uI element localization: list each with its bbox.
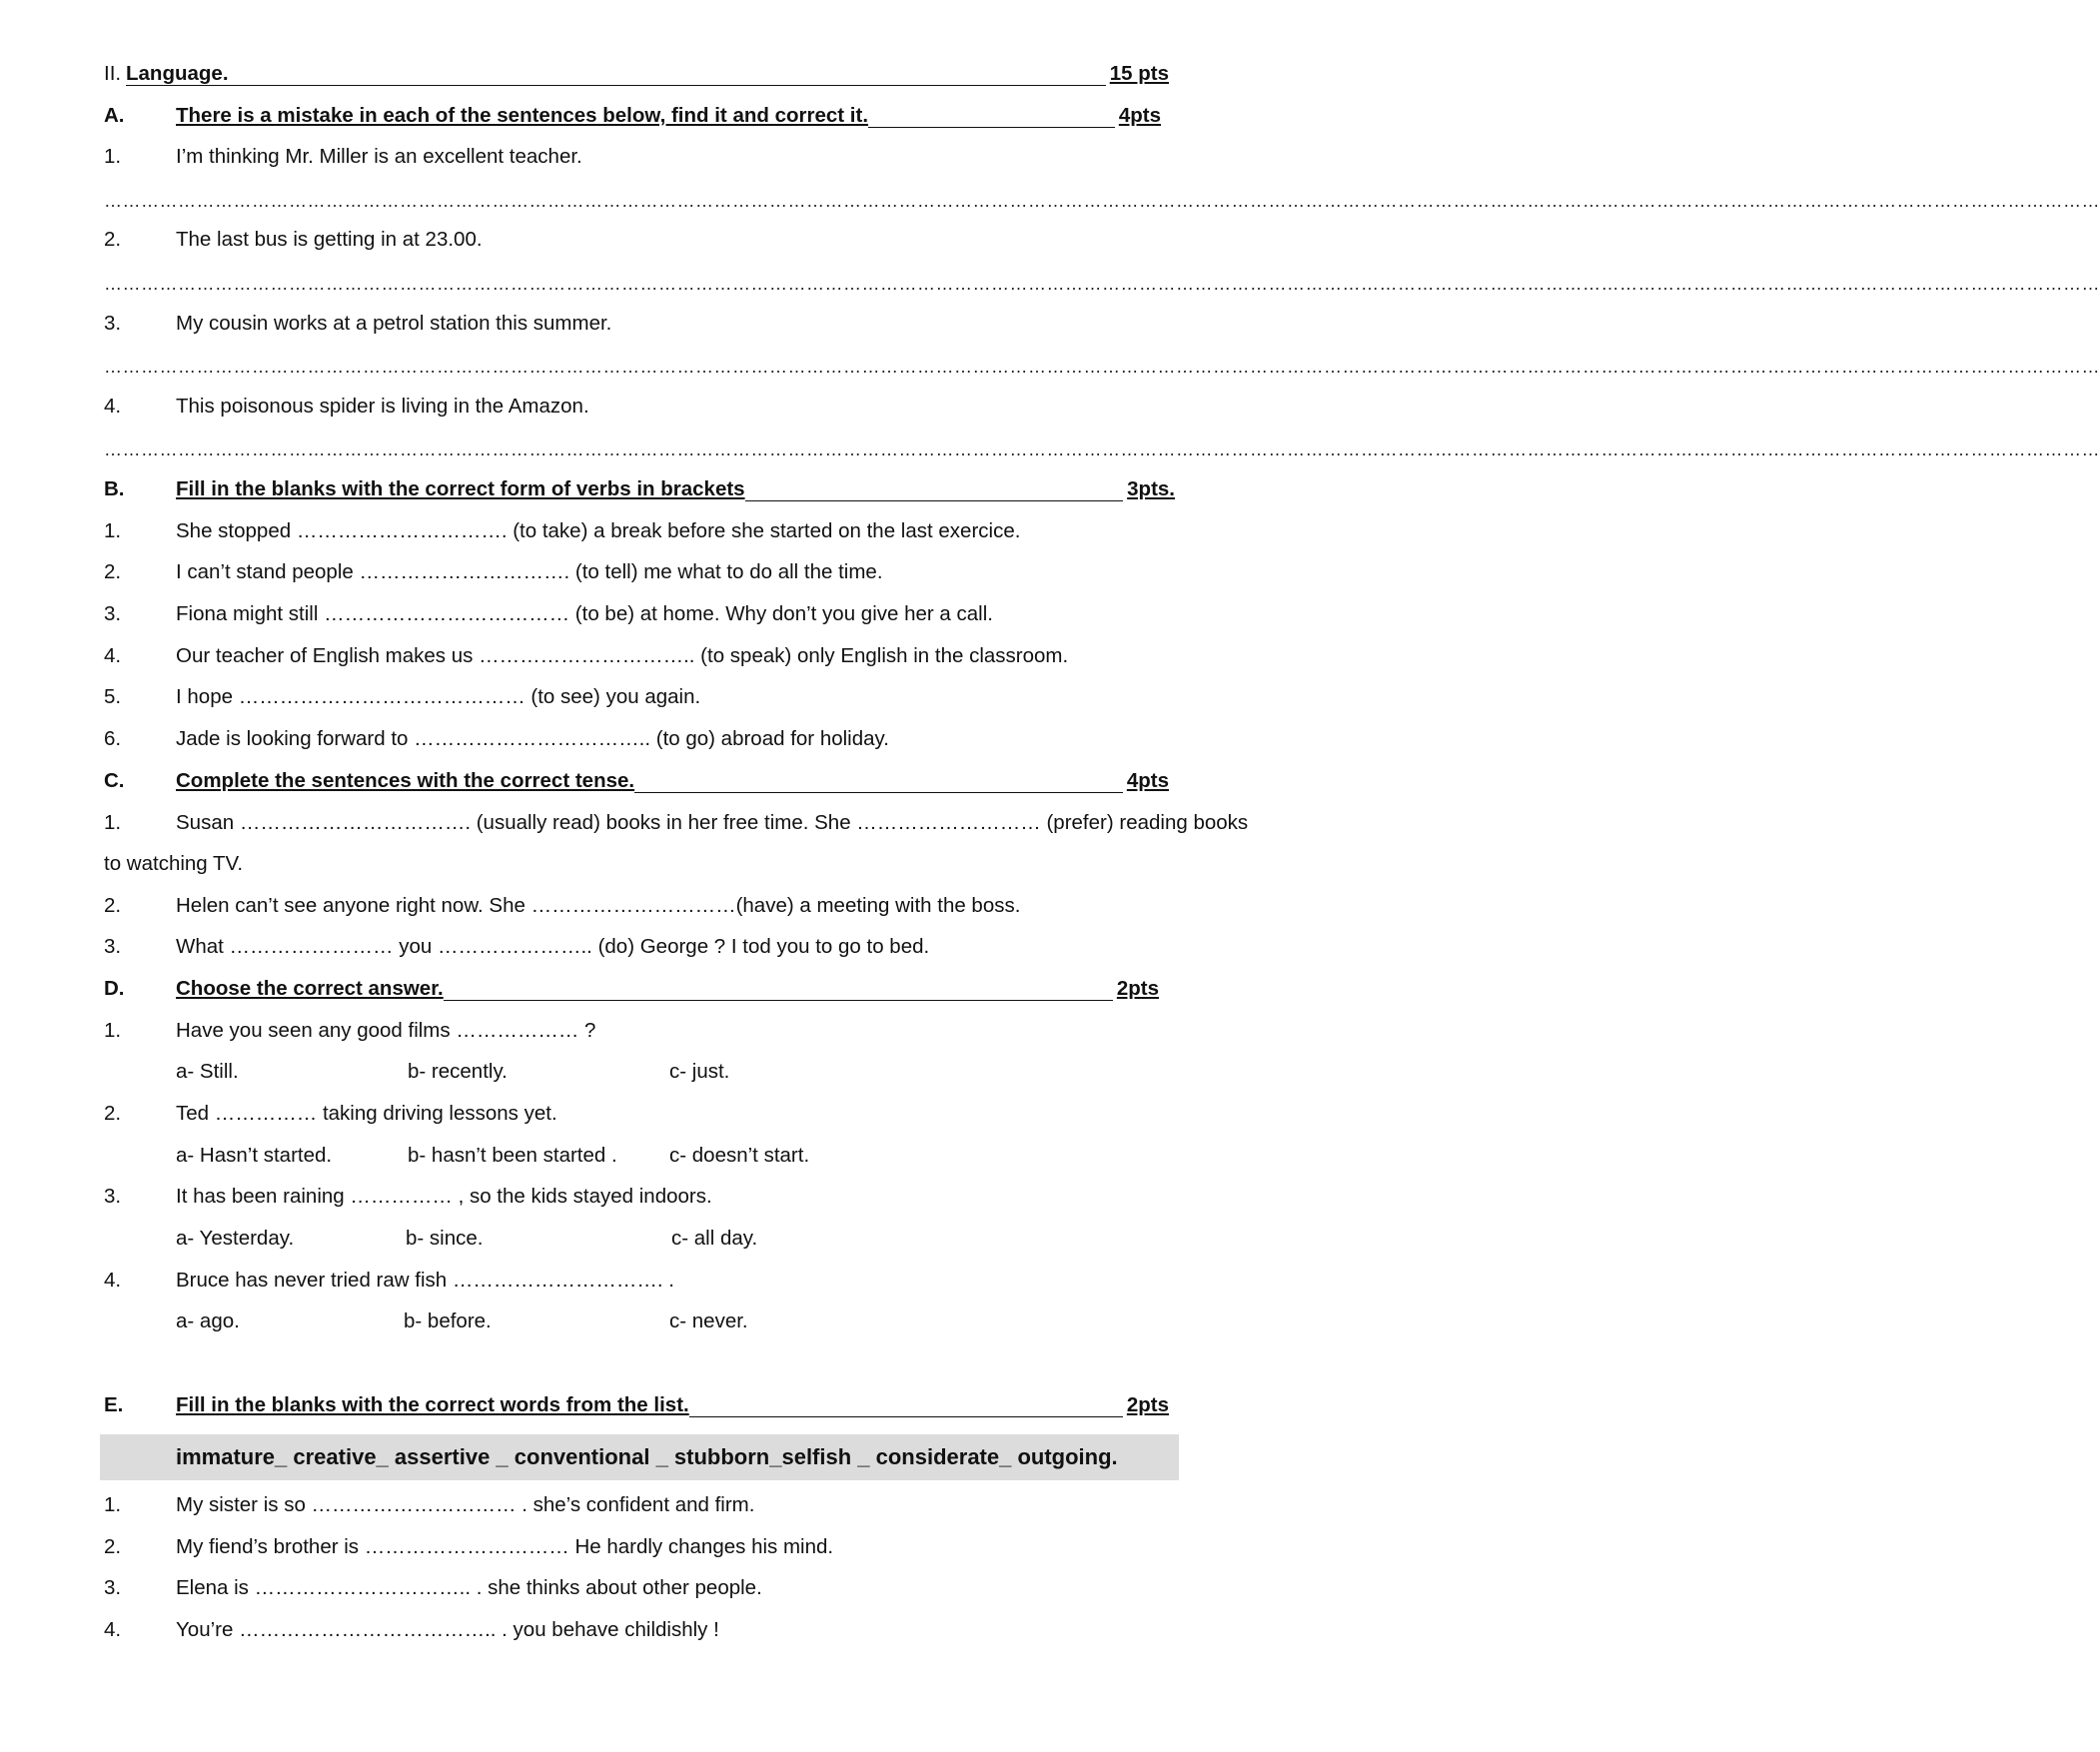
item-number: 4. [104,644,122,667]
section-d-item [104,1010,1169,1052]
section-e-item [104,1484,1169,1526]
header-underline [126,85,1169,86]
item-continuation: to watching TV. [104,852,244,875]
item-number: 4. [104,1618,122,1641]
option-c[interactable]: c- just. [669,1060,730,1083]
section-b-item [104,551,1169,593]
section-d-item [104,1260,1169,1302]
item-text[interactable]: Helen can’t see anyone right now. She …………………………(have) a meeting with the boss. [176,894,1021,917]
item-number: 2. [104,894,122,917]
section-b-heading [104,468,1175,510]
answer-options [104,1218,1169,1260]
section-b-points: 3pts. [1123,468,1175,510]
option-c[interactable]: c- doesn’t start. [669,1144,810,1167]
item-number: 2. [104,1535,122,1558]
section-c-label: C. [104,769,125,792]
section-e-heading [104,1384,1169,1426]
item-text[interactable]: My sister is so ………………………… . she’s confident and firm. [176,1493,755,1516]
section-d-item [104,1176,1169,1218]
item-text[interactable]: What …………………… you ………………….. (do) George ? I tod you to go to bed. [176,935,930,958]
item-number: 3. [104,1576,122,1599]
item-text[interactable]: Elena is ………………………….. . she thinks about other people. [176,1576,762,1599]
item-number: 1. [104,519,122,542]
section-a-points: 4pts [1115,95,1161,137]
section-d-label: D. [104,977,125,1000]
section-e-label: E. [104,1393,124,1416]
item-text: Have you seen any good films ……………… ? [176,1019,596,1042]
section-e-item [104,1567,1169,1609]
section-d-item [104,1093,1169,1135]
section-e-item [104,1609,1169,1651]
answer-options [104,1051,1169,1093]
header-prefix: II. [104,62,122,85]
answer-line[interactable]: ……………………………………………………………………………………………………………………………………………………………………………………………………………………………………………………………………………………………… [104,357,2100,377]
item-text[interactable]: Jade is looking forward to …………………………….. (to go) abroad for holiday. [176,727,889,750]
item-number: 1. [104,811,122,834]
item-number: 2. [104,560,122,583]
section-a-item [104,386,1169,428]
option-c[interactable]: c- never. [669,1310,748,1332]
section-b-item [104,718,1169,760]
item-text[interactable]: My fiend’s brother is ………………………… He hardly changes his mind. [176,1535,834,1558]
item-number: 1. [104,1019,122,1042]
section-b-item [104,635,1169,677]
section-c-instruction: Complete the sentences with the correct tense. [176,760,634,802]
section-c-item [104,885,1169,927]
option-b[interactable]: b- before. [404,1310,492,1332]
item-number: 3. [104,602,122,625]
section-d-points: 2pts [1113,968,1159,1010]
item-text: Ted …………… taking driving lessons yet. [176,1102,557,1125]
section-a-item [104,303,1169,345]
item-number: 4. [104,395,122,418]
option-a[interactable]: a- Still. [176,1060,239,1083]
answer-options [104,1135,1169,1177]
item-text[interactable]: Fiona might still ……………………………… (to be) at home. Why don’t you give her a call. [176,602,993,625]
section-d-heading [104,968,1169,1010]
word-list-box [100,1434,1179,1480]
section-b-label: B. [104,477,125,500]
word-list: immature_ creative_ assertive _ conventional _ stubborn_selfish _ considerate_ outgoing. [176,1444,1118,1469]
option-a[interactable]: a- ago. [176,1310,240,1332]
item-number: 1. [104,1493,122,1516]
option-a[interactable]: a- Yesterday. [176,1227,295,1250]
item-text: The last bus is getting in at 23.00. [176,228,483,251]
section-a-instruction: There is a mistake in each of the sentences below, find it and correct it. [176,95,868,137]
option-c[interactable]: c- all day. [671,1227,758,1250]
item-number: 2. [104,1102,122,1125]
option-b[interactable]: b- recently. [408,1060,508,1083]
item-text: It has been raining …………… , so the kids stayed indoors. [176,1185,712,1208]
answer-line[interactable]: ……………………………………………………………………………………………………………………………………………………………………………………………………………………………………………………………………………………………… [104,439,2100,459]
option-b[interactable]: b- hasn’t been started . [408,1144,617,1167]
item-number: 2. [104,228,122,251]
section-a-label: A. [104,104,125,127]
item-number: 3. [104,312,122,335]
section-e-item [104,1526,1169,1568]
section-c-item [104,926,1169,968]
item-number: 3. [104,935,122,958]
item-text: This poisonous spider is living in the Amazon. [176,395,589,418]
answer-options [104,1301,1169,1342]
section-a-item [104,136,1169,178]
item-number: 1. [104,145,122,168]
answer-line[interactable]: ……………………………………………………………………………………………………………………………………………………………………………………………………………………………………………………………………………………………… [104,191,2100,211]
item-text: My cousin works at a petrol station this summer. [176,312,612,335]
item-number: 3. [104,1185,122,1208]
answer-line[interactable]: ……………………………………………………………………………………………………………………………………………………………………………………………………………………………………………………………………………………………… [104,274,2100,294]
item-number: 4. [104,1269,122,1292]
item-text[interactable]: She stopped …………………………. (to take) a break before she started on the last exercice. [176,519,1021,542]
option-b[interactable]: b- since. [406,1227,484,1250]
header-points: 15 pts [1106,53,1169,95]
section-b-item [104,676,1169,718]
section-c-item [104,802,1249,844]
item-text[interactable]: I can’t stand people …………………………. (to tell) me what to do all the time. [176,560,883,583]
section-b-item [104,510,1169,552]
item-text: I’m thinking Mr. Miller is an excellent teacher. [176,145,582,168]
option-a[interactable]: a- Hasn’t started. [176,1144,333,1167]
section-b-item [104,593,1169,635]
item-number: 5. [104,685,122,708]
section-c-points: 4pts [1123,760,1169,802]
section-b-instruction: Fill in the blanks with the correct form of verbs in brackets [176,468,745,510]
item-text[interactable]: You’re ……………………………….. . you behave childishly ! [176,1618,719,1641]
section-c-heading [104,760,1169,802]
item-text: Bruce has never tried raw fish …………………………. . [176,1269,674,1292]
section-a-item [104,219,1169,261]
item-number: 6. [104,727,122,750]
page-header [104,53,1169,95]
item-text[interactable]: Our teacher of English makes us ………………………….. (to speak) only English in the classroom. [176,644,1069,667]
item-text[interactable]: Susan ……………………………. (usually read) books in her free time. She ……………………… (prefer) reading books [176,811,1249,834]
section-d-instruction: Choose the correct answer. [176,968,444,1010]
section-e-instruction: Fill in the blanks with the correct words from the list. [176,1384,689,1426]
item-text[interactable]: I hope …………………………………… (to see) you again. [176,685,701,708]
section-e-points: 2pts [1123,1384,1169,1426]
section-a-heading [104,95,1169,137]
header-title: Language. [126,62,229,85]
